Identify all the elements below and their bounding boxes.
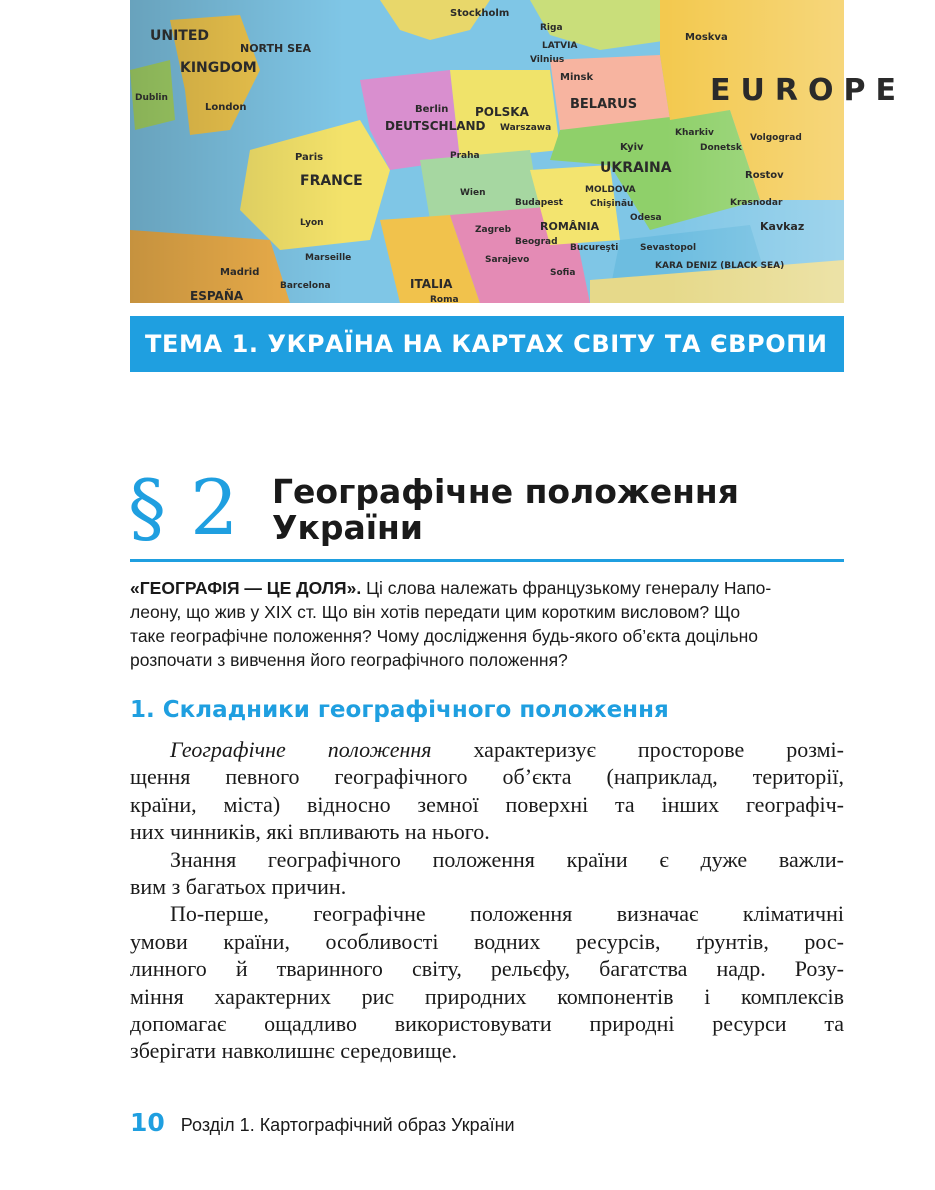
map-label: UNITED	[150, 28, 210, 44]
body-line: По-перше, географічне положення визначає кліматичні	[170, 901, 844, 927]
topic-banner	[130, 316, 844, 372]
map-label: Dublin	[135, 93, 168, 103]
map-label: Riga	[540, 23, 563, 33]
page-footer	[130, 1108, 515, 1142]
body-line: линного й тваринного світу, рельєфу, багатства надр. Розу-	[130, 956, 844, 982]
chapter-label: Розділ 1. Картографічний образ України	[180, 1115, 515, 1135]
map-label: NORTH SEA	[240, 42, 312, 55]
europe-map-graphic	[130, 0, 906, 305]
body-line: країни, міста) відносно земної поверхні та інших географіч-	[130, 791, 844, 817]
map-label: ROMÂNIA	[540, 220, 600, 233]
body-line: вим з багатьох причин.	[130, 873, 347, 899]
body-text-run: характеризує просторове розмі-	[431, 737, 844, 762]
intro-text: Ці слова належать французькому генералу Напо-	[361, 578, 772, 598]
map-label: Chişinău	[590, 199, 634, 209]
intro-line: розпочати з вивчення його географічного положення?	[130, 650, 568, 670]
map-label: EUROPE	[710, 73, 906, 108]
body-line: міння характерних рис природних компонентів і комплексів	[130, 983, 844, 1009]
map-label: Zagreb	[475, 225, 512, 235]
map-label: FRANCE	[300, 173, 363, 189]
map-label: Budapest	[515, 198, 563, 208]
topic-title: ТЕМА 1. УКРАЇНА НА КАРТАХ СВІТУ ТА ЄВРОПИ	[145, 330, 828, 358]
intro-line	[130, 576, 844, 600]
section-divider	[130, 559, 844, 562]
europe-map-image	[130, 0, 906, 305]
map-label: KINGDOM	[180, 60, 257, 76]
body-line: допомагає ощадливо використовувати природні ресурси та	[130, 1010, 844, 1036]
map-label: Marseille	[305, 253, 352, 263]
section-title-line: України	[272, 508, 423, 547]
map-label: DEUTSCHLAND	[385, 119, 486, 133]
intro-line: леону, що жив у XIX ст. Що він хотів передати цим коротким висловом? Що	[130, 602, 741, 622]
body-line: них чинників, які впливають на нього.	[130, 819, 490, 845]
map-label: Praha	[450, 151, 480, 161]
map-label: Sofia	[550, 268, 576, 278]
map-label: ESPAÑA	[190, 289, 244, 303]
section-title-line: Географічне положення	[272, 472, 739, 511]
term-definition: Географічне положення	[170, 737, 432, 762]
map-label: Bucureşti	[570, 243, 619, 253]
map-label: Roma	[430, 295, 459, 305]
map-label: Sevastopol	[640, 243, 697, 253]
section-number: § 2	[128, 463, 239, 552]
map-label: MOLDOVA	[585, 185, 636, 195]
section-title	[272, 474, 832, 546]
intro-paragraph	[130, 576, 844, 672]
map-label: POLSKA	[475, 105, 529, 119]
map-label: Moskva	[685, 32, 728, 43]
body-line	[130, 736, 844, 763]
intro-lead: «ГЕОГРАФІЯ — ЦЕ ДОЛЯ».	[130, 578, 362, 598]
map-label: Vilnius	[530, 55, 565, 65]
map-label: Barcelona	[280, 281, 331, 291]
map-label: LATVIA	[542, 41, 578, 51]
map-label: Madrid	[220, 267, 260, 278]
map-label: Beograd	[515, 237, 558, 247]
map-label: London	[205, 102, 247, 113]
body-line: умови країни, особливості водних ресурсів, ґрунтів, рос-	[130, 928, 844, 954]
body-text	[130, 736, 844, 1065]
map-label: Wien	[460, 188, 486, 198]
map-label: Warszawa	[500, 123, 552, 133]
intro-line: таке географічне положення? Чому дослідження будь-якого об’єкта доцільно	[130, 626, 758, 646]
map-label: Krasnodar	[730, 198, 783, 208]
map-label: Kharkiv	[675, 128, 714, 138]
map-label: Kavkaz	[760, 220, 805, 233]
page-number: 10	[130, 1108, 165, 1137]
body-line: щення певного географічного об’єкта (наприклад, території,	[130, 764, 844, 790]
map-label: Lyon	[300, 218, 324, 228]
map-label: Stockholm	[450, 8, 510, 19]
map-label: Sarajevo	[485, 255, 530, 265]
map-label: ITALIA	[410, 277, 453, 291]
map-label: Volgograd	[750, 133, 802, 143]
map-label: Paris	[295, 152, 324, 163]
body-line: Знання географічного положення країни є дуже важли-	[170, 846, 844, 872]
map-label: Minsk	[560, 72, 594, 83]
map-label: Odesa	[630, 213, 662, 223]
map-label: UKRAINA	[600, 160, 672, 176]
map-label: Donetsk	[700, 143, 742, 153]
map-label: Kyiv	[620, 142, 644, 153]
map-label: Berlin	[415, 104, 449, 115]
subsection-heading: 1. Складники географічного положення	[130, 697, 669, 723]
map-label: Rostov	[745, 170, 784, 181]
map-label: KARA DENIZ (BLACK SEA)	[655, 261, 785, 271]
body-line: зберігати навколишнє середовище.	[130, 1038, 458, 1064]
map-label: BELARUS	[570, 97, 638, 112]
